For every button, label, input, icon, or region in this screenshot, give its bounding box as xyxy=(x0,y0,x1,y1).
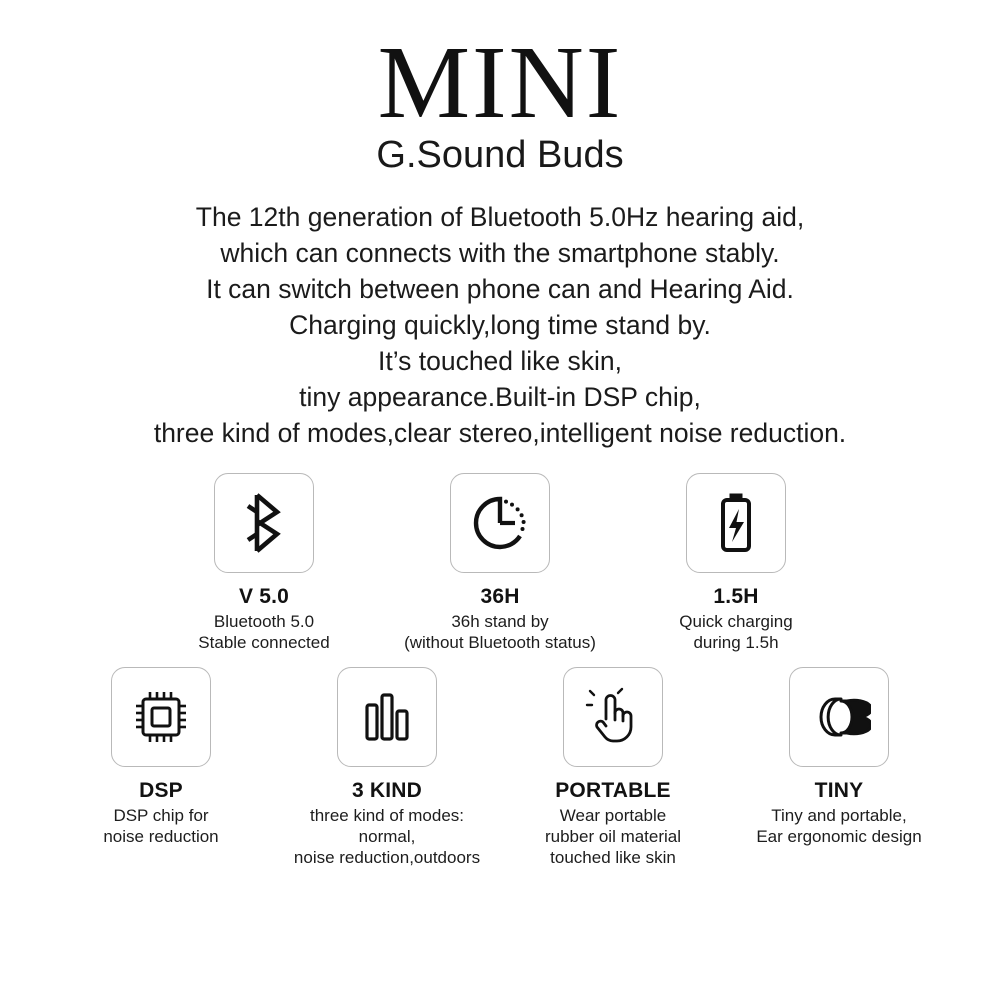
feature-portable xyxy=(500,667,726,868)
chip-icon xyxy=(130,686,192,748)
feature-desc-line: three kind of modes: xyxy=(309,806,465,826)
feature-desc-line: 36h stand by xyxy=(451,611,549,631)
feature-desc xyxy=(756,806,921,847)
icon-box xyxy=(450,473,550,573)
feature-desc-line: DSP chip for xyxy=(113,806,209,826)
feature-title: TINY xyxy=(814,779,864,803)
bluetooth-icon xyxy=(244,492,284,554)
feature-tiny xyxy=(726,667,952,847)
feature-title: 3 KIND xyxy=(351,779,423,803)
description-line: It’s touched like skin, xyxy=(377,345,623,376)
feature-desc-line: touched like skin xyxy=(550,847,676,867)
description-line: The 12th generation of Bluetooth 5.0Hz hearing aid, xyxy=(195,201,805,232)
feature-desc-line: Quick charging xyxy=(679,611,793,631)
feature-title: PORTABLE xyxy=(555,779,671,803)
description-line: Charging quickly,long time stand by. xyxy=(289,309,711,340)
feature-desc-line: Bluetooth 5.0 xyxy=(213,611,315,631)
icon-box xyxy=(563,667,663,767)
feature-title: DSP xyxy=(139,779,183,803)
feature-desc-line: noise reduction,outdoors xyxy=(293,847,481,867)
feature-row-2 xyxy=(0,667,1000,868)
feature-desc xyxy=(545,806,681,868)
description-paragraph xyxy=(0,199,1000,451)
description-line: tiny appearance.Built-in DSP chip, xyxy=(299,381,701,412)
icon-box xyxy=(686,473,786,573)
equalizer-bars-icon xyxy=(358,689,416,745)
feature-desc-line: Wear portable xyxy=(559,806,667,826)
feature-title: 36H xyxy=(480,584,520,608)
feature-desc-line: Tiny and portable, xyxy=(771,806,907,826)
feature-standby xyxy=(382,473,618,653)
description-line: which can connects with the smartphone stably. xyxy=(220,237,780,268)
feature-desc xyxy=(404,612,596,653)
description-line: It can switch between phone can and Hearing Aid. xyxy=(206,273,794,304)
touch-hand-icon xyxy=(584,687,642,747)
icon-box xyxy=(214,473,314,573)
feature-desc-line: Stable connected xyxy=(198,632,330,652)
earbud-icon xyxy=(807,691,871,743)
feature-desc-line: normal, xyxy=(358,827,416,847)
feature-desc-line: noise reduction xyxy=(103,827,219,847)
page-subtitle: G.Sound Buds xyxy=(376,133,624,176)
feature-desc xyxy=(198,612,329,653)
icon-box xyxy=(789,667,889,767)
feature-title: 1.5H xyxy=(713,584,759,608)
feature-quick-charge xyxy=(618,473,854,653)
feature-modes xyxy=(274,667,500,868)
feature-desc xyxy=(103,806,218,847)
clock-icon xyxy=(468,491,532,555)
feature-desc-line: rubber oil material xyxy=(544,827,682,847)
feature-row-1 xyxy=(0,473,1000,653)
feature-bluetooth xyxy=(146,473,382,653)
page-title: MINI xyxy=(377,25,623,140)
feature-dsp xyxy=(48,667,274,847)
feature-desc-line: during 1.5h xyxy=(693,632,779,652)
feature-grid xyxy=(0,473,1000,869)
feature-desc-line: (without Bluetooth status) xyxy=(404,632,596,652)
title-block xyxy=(0,0,1000,177)
icon-box xyxy=(111,667,211,767)
feature-desc xyxy=(679,612,792,653)
feature-desc-line: Ear ergonomic design xyxy=(756,827,922,847)
feature-desc xyxy=(294,806,480,868)
feature-title: V 5.0 xyxy=(238,584,290,608)
battery-charging-icon xyxy=(714,490,758,556)
icon-box xyxy=(337,667,437,767)
description-line: three kind of modes,clear stereo,intelligent noise reduction. xyxy=(153,417,847,448)
